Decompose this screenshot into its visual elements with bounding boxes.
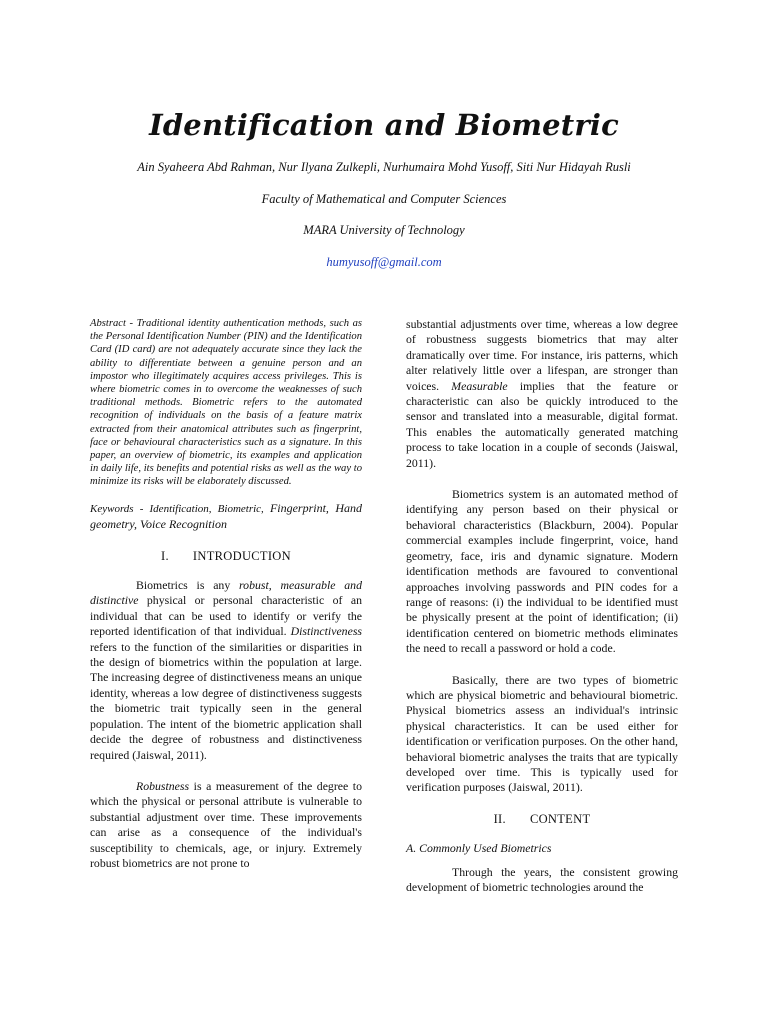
- subsection-heading: A. Commonly Used Biometrics: [406, 841, 552, 856]
- paragraph: Basically, there are two types of biometric which are physical biometric and behavioural biometric. Physical biometrics assess an individual's intrinsic physical characteristics. It can be used either for identification or verification purposes. On the other hand, behavioral biometric analyses the traits that are typically developed over time. This is typically used for verification purposes (Jaiswal, 2011).: [406, 672, 678, 795]
- paragraph: Biometrics system is an automated method of identifying any person based on their physical or behavioral characteristics (Blackburn, 2004). Popular commercial examples include fingerprint, voice, hand geometry, face, iris and dynamic signature. Modern identification methods are favoured to conventional approaches involving passwords and PIN codes for a range of reasons: (i) the individual to be identified must be physically present at the point of identification; (ii) identification centered on biometric methods eliminates the need to recall a password or hold a code.: [406, 487, 678, 656]
- paragraph: Robustness is a measurement of the degree to which the physical or personal attribute is vulnerable to substantial adjustment over time. These improvements can arise as a consequence of the individual's susceptibility to chemicals, age, or injury. Extremely robust biometrics are not prone to: [90, 778, 362, 870]
- left-column: [90, 317, 362, 871]
- abstract: Abstract - Traditional identity authentication methods, such as the Personal Identification Number (PIN) and the Identification Card (ID card) are not adequately accurate since they lack the ability to differentiate between a genuine person and an impostor who illegitimately acquires access privileges. This is where biometric comes in to overcome the weaknesses of such traditional methods. Biometric refers to the automated recognition of individuals on the basis of a feature matrix extracted from their anatomical attributes such as fingerprint, face or behavioural characteristics such as a signature. In this paper, an overview of biometric, its examples and application in daily life, its benefits and potential risks as well as the way to minimize its risks will be elaborately discussed.: [90, 318, 362, 488]
- paper-title: Identification and Biometric: [149, 108, 619, 142]
- paragraph: Through the years, the consistent growing development of biometric technologies around the: [406, 864, 678, 894]
- paragraph: substantial adjustments over time, whereas a low degree of robustness suggests biometrics that may alter dramatically over time. For instance, iris patterns, which alter relatively little over a lifespan, are stronger than voices. Measurable implies that the feature or characteristic can also be quickly introduced to the sensor and translated into a measurable, digital format. This enables the automatically generated matching process to take location in a couple of seconds (Jaiswal, 2011).: [406, 317, 678, 470]
- email-link[interactable]: humyusoff@gmail.com: [326, 255, 442, 269]
- keywords: Keywords - Identification, Biometric, Fingerprint, Hand geometry, Voice Recognition: [90, 500, 362, 531]
- paragraph: Biometrics is any robust, measurable and distinctive physical or personal characteristic of an individual that can be used to identify or verify the reported identification of that individual. Distinctiveness refers to the function of the similarities or disparities in the design of biometrics within the population at large. The increasing degree of distinctiveness means an unique identity, whereas a low degree of distinctiveness suggests the biometric trait typically seen in the general population. The intent of the biometric application shall decide the degree of robustness and distinctiveness required (Jaiswal, 2011).: [90, 578, 362, 762]
- section-heading-introduction: I. INTRODUCTION: [161, 548, 291, 563]
- section-heading-content: II. CONTENT: [493, 811, 591, 826]
- right-column: [406, 317, 678, 895]
- faculty-name: Faculty of Mathematical and Computer Sciences: [261, 192, 507, 206]
- university-name: MARA University of Technology: [303, 223, 465, 237]
- author-list: Ain Syaheera Abd Rahman, Nur Ilyana Zulkepli, Nurhumaira Mohd Yusoff, Siti Nur Hidayah Rusli: [137, 160, 631, 174]
